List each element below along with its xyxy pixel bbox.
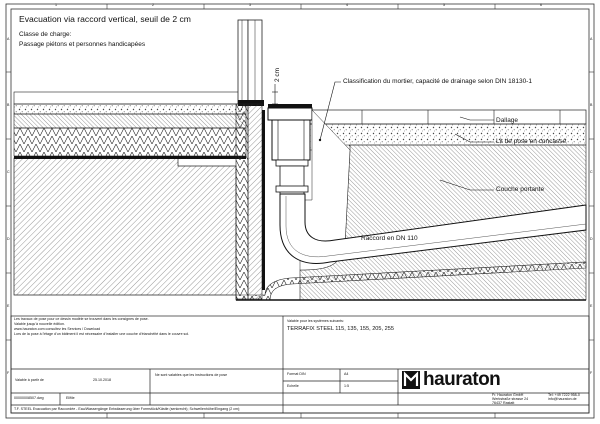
note-line-1: Les travaux de pose pour ce dessin modèle se trouvent dans les consignes de pose. [14, 317, 149, 321]
note-line-4: Lors de la pose à l'étage d'un bâtiment il est nécessaire d'installer une couche d'étanchéité dans le couvre sol. [14, 332, 190, 336]
format-label: Format DIN [287, 372, 306, 376]
valid-from-value: 25.10.2018 [93, 378, 111, 382]
hauraton-logo-text: hauraton [423, 369, 501, 390]
drawing-title: Evacuation via raccord vertical, seuil de 2 cm [19, 14, 191, 24]
contact-line-2: info@hauraton.de [548, 397, 577, 401]
row-letter-c: C [7, 170, 10, 174]
sheet-name: Ellfile [66, 396, 75, 400]
column-number-4: 4 [346, 3, 348, 7]
note-line-2: Valable jusqu'à nouvelle édition. [14, 322, 65, 326]
row-letter-e-right: E [590, 304, 593, 308]
valid-for-value: TERRAFIX STEEL 115, 135, 155, 205, 255 [287, 326, 394, 332]
note-line-3: www.hauraton.com consultez les Services / Download [14, 327, 101, 331]
lit-de-pose-callout: Lit de pose en concassé [496, 138, 567, 145]
drawing-number: 00000008507.dwg [14, 396, 44, 400]
instructions-note: Ne sont valables que les instructions de pose [155, 373, 228, 377]
contact-line-1: Tel: +49 7222 958-0 [548, 393, 580, 397]
row-letter-a-right: A [590, 37, 593, 41]
raccord-callout: Raccord en DN 110 [361, 235, 418, 242]
row-letter-d: D [7, 237, 10, 241]
column-number-2: 2 [152, 3, 154, 7]
row-letter-f: F [7, 371, 10, 375]
row-letter-b-right: B [590, 103, 593, 107]
footer-description: T.F. STEEL Evacuation par Raccordée - Eau/Wassergänge Entwässerung über Formstück/Kästle (senkrecht); Schwellenhöhe/Eingang (2 cm); [14, 407, 241, 411]
load-class-value: Passage piétons et personnes handicapées [19, 41, 146, 48]
column-number-3: 3 [249, 3, 251, 7]
row-letter-a: A [7, 37, 10, 41]
hauraton-logo-icon [402, 371, 420, 389]
scale-label: Echelle [287, 384, 299, 388]
column-number-1: 1 [55, 3, 57, 7]
column-number-6: 6 [540, 3, 542, 7]
column-number-5: 5 [443, 3, 445, 7]
valid-from-label: Valable à partir de [15, 378, 44, 382]
row-letter-b: B [7, 103, 10, 107]
scale-value: 1:5 [344, 384, 349, 388]
load-class-label: Classe de charge: [19, 31, 72, 38]
address-line-1: Fr. Hauraton GmbH [492, 393, 524, 397]
couche-portante-callout: Couche portante [496, 186, 545, 193]
valid-for-label: Valable pour les systèmes suivants: [287, 319, 344, 323]
format-value: A4 [344, 372, 349, 376]
row-letter-f-right: F [590, 371, 593, 375]
row-letter-e: E [7, 304, 10, 308]
row-letter-d-right: D [590, 237, 593, 241]
dallage-callout: Dallage [496, 117, 519, 124]
mortar-callout: Classification du mortier, capacité de drainage selon DIN 18130-1 [343, 78, 532, 85]
address-line-2: Werkstraße strasse 24 [492, 397, 529, 401]
row-letter-c-right: C [590, 170, 593, 174]
address-line-3: 76437 Rastatt [492, 401, 515, 405]
dimension-label: 2 cm [274, 67, 281, 82]
